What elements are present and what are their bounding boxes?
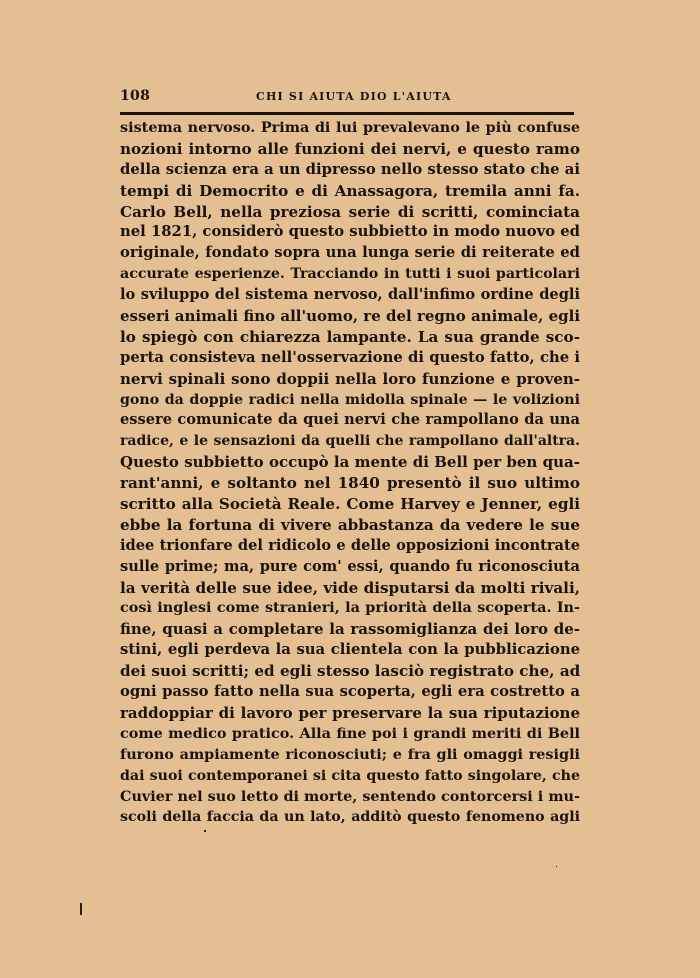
text-line: scritto alla Società Reale. Come Harvey e Jenner, egli bbox=[120, 495, 580, 514]
text-line: la verità delle sue idee, vide disputarsi da molti rivali, bbox=[120, 578, 580, 597]
text-line: sulle prime; ma, pure com' essi, quando fu riconosciuta bbox=[120, 557, 580, 575]
text-line: idee trionfare del ridicolo e delle opposizioni incontrate bbox=[120, 536, 580, 554]
text-line: rant'anni, e soltanto nel 1840 presentò il suo ultimo bbox=[120, 474, 580, 493]
body-text bbox=[120, 118, 580, 828]
ink-speck bbox=[80, 903, 82, 915]
running-head: CHI SI AIUTA DIO L'AIUTA bbox=[256, 90, 452, 103]
text-line: lo sviluppo del sistema nervoso, dall'infimo ordine degli bbox=[120, 286, 580, 304]
header-rule bbox=[120, 112, 574, 115]
text-line: radice, e le sensazioni da quelli che rampollano dall'altra. bbox=[120, 433, 580, 450]
text-line: stini, egli perdeva la sua clientela con la pubblicazione bbox=[120, 641, 580, 659]
text-line: raddoppiar di lavoro per preservare la sua riputazione bbox=[120, 703, 580, 722]
text-line: perta consisteva nell'osservazione di questo fatto, che i bbox=[120, 348, 580, 366]
text-line: dai suoi contemporanei si cita questo fatto singolare, che bbox=[120, 767, 580, 784]
text-line: dei suoi scritti; ed egli stesso lasciò registrato che, ad bbox=[120, 662, 580, 681]
text-line: sistema nervoso. Prima di lui prevalevano le più confuse bbox=[120, 119, 580, 136]
page-number: 108 bbox=[120, 88, 151, 104]
text-line: lo spiegò con chiarezza lampante. La sua grande sco- bbox=[120, 327, 580, 346]
text-line: Questo subbietto occupò la mente di Bell per ben qua- bbox=[120, 453, 580, 472]
text-line: nozioni intorno alle funzioni dei nervi, e questo ramo bbox=[120, 139, 580, 158]
text-line: ogni passo fatto nella sua scoperta, egli era costretto a bbox=[120, 683, 580, 701]
ink-speck bbox=[204, 830, 206, 832]
text-line: Carlo Bell, nella preziosa serie di scritti, cominciata bbox=[120, 202, 580, 221]
text-line: della scienza era a un dipresso nello stesso stato che ai bbox=[120, 160, 580, 178]
text-line: nervi spinali sono doppii nella loro funzione e proven- bbox=[120, 369, 580, 388]
text-line: nel 1821, considerò questo subbietto in modo nuovo ed bbox=[120, 223, 580, 241]
text-line: essere comunicate da quei nervi che rampollano da una bbox=[120, 411, 580, 429]
text-line: gono da doppie radici nella midolla spinale — le volizioni bbox=[120, 391, 580, 408]
text-line: come medico pratico. Alla fine poi i grandi meriti di Bell bbox=[120, 724, 580, 742]
page-header bbox=[120, 88, 578, 108]
text-line: ebbe la fortuna di vivere abbastanza da vedere le sue bbox=[120, 515, 580, 534]
ink-speck bbox=[556, 866, 557, 867]
text-line: scoli della faccia da un lato, additò questo fenomeno agli bbox=[120, 809, 580, 826]
text-line: originale, fondato sopra una lunga serie di reiterate ed bbox=[120, 244, 580, 262]
text-line: così inglesi come stranieri, la priorità della scoperta. In- bbox=[120, 599, 580, 617]
text-line: esseri animali fino all'uomo, re del regno animale, egli bbox=[120, 307, 580, 326]
text-line: accurate esperienze. Tracciando in tutti i suoi particolari bbox=[120, 266, 580, 283]
text-line: tempi di Democrito e di Anassagora, tremila anni fa. bbox=[120, 181, 580, 200]
text-line: Cuvier nel suo letto di morte, sentendo contorcersi i mu- bbox=[120, 787, 580, 805]
text-line: fine, quasi a completare la rassomiglianza dei loro de- bbox=[120, 620, 580, 639]
text-line: furono ampiamente riconosciuti; e fra gli omaggi resigli bbox=[120, 745, 580, 763]
